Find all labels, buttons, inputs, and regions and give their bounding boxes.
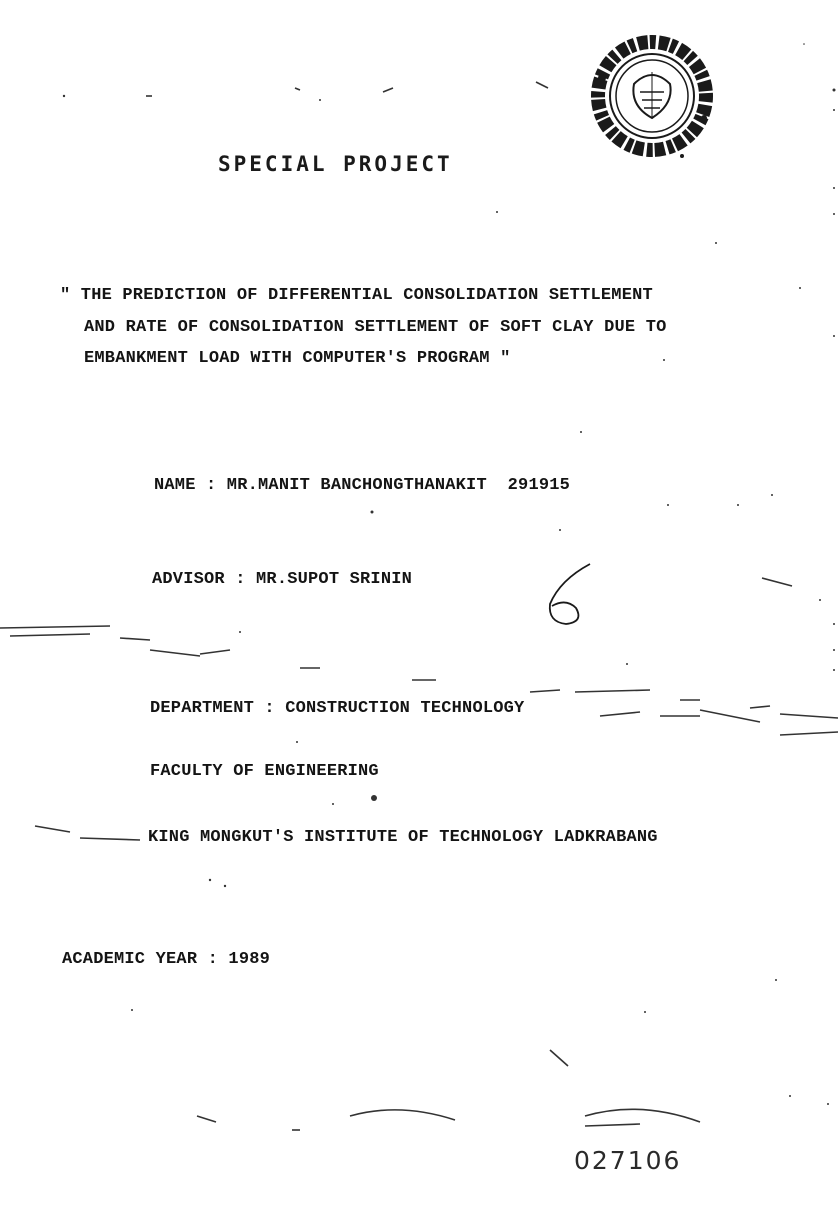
department-line: DEPARTMENT : CONSTRUCTION TECHNOLOGY <box>150 699 525 718</box>
handwritten-mark-icon <box>540 560 600 630</box>
project-title-line-1: " THE PREDICTION OF DIFFERENTIAL CONSOLIDATION SETTLEMENT <box>60 286 653 305</box>
faculty-line: FACULTY OF ENGINEERING <box>150 762 379 781</box>
institute-line: KING MONGKUT'S INSTITUTE OF TECHNOLOGY LADKRABANG <box>148 828 658 847</box>
project-title-line-3: EMBANKMENT LOAD WITH COMPUTER'S PROGRAM " <box>84 349 511 368</box>
project-title-line-2: AND RATE OF CONSOLIDATION SETTLEMENT OF SOFT CLAY DUE TO <box>84 318 667 337</box>
circular-library-stamp-icon <box>582 26 722 166</box>
catalog-number: 027106 <box>574 1146 682 1175</box>
advisor-line: ADVISOR : MR.SUPOT SRININ <box>152 570 413 589</box>
page-heading: SPECIAL PROJECT <box>218 152 453 176</box>
academic-year-line: ACADEMIC YEAR : 1989 <box>62 950 271 969</box>
student-name-line: NAME : MR.MANIT BANCHONGTHANAKIT 291915 <box>154 476 571 495</box>
